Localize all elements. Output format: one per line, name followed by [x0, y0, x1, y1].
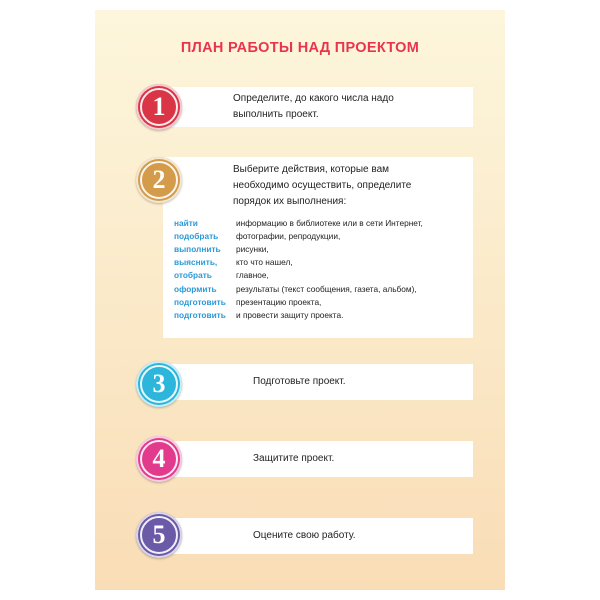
- action-verb: выполнить: [174, 243, 221, 254]
- step-2-number: 2: [152, 165, 166, 194]
- action-desc: главное,: [236, 270, 269, 281]
- step-3-card: [163, 364, 473, 400]
- step-1-number: 1: [152, 92, 166, 121]
- action-verb: оформить: [174, 283, 217, 294]
- step-5-card: [163, 518, 473, 554]
- action-row: [174, 269, 469, 282]
- action-desc: информацию в библиотеке или в сети Интернет,: [236, 217, 423, 228]
- step-4-card: [163, 441, 473, 477]
- step-3-number: 3: [152, 369, 166, 398]
- action-desc: кто что нашел,: [236, 257, 293, 268]
- step-1-card: [163, 87, 473, 127]
- action-row: [174, 256, 469, 269]
- action-row: [174, 242, 469, 255]
- action-verb: подготовить: [174, 309, 226, 320]
- action-desc: рисунки,: [236, 243, 269, 254]
- step-2-line-2: необходимо осуществить, определите: [233, 180, 412, 191]
- step-3-text: Подготовьте проект.: [253, 376, 346, 387]
- page-title: ПЛАН РАБОТЫ НАД ПРОЕКТОМ: [180, 40, 420, 56]
- action-row: [174, 229, 469, 242]
- action-row: [174, 308, 469, 321]
- action-list: [174, 216, 469, 322]
- action-row: [174, 216, 469, 229]
- action-verb: найти: [174, 217, 198, 228]
- step-5-number: 5: [152, 520, 166, 549]
- action-desc: результаты (текст сообщения, газета, альбом),: [236, 283, 417, 294]
- step-5-badge: [136, 512, 182, 558]
- step-4-badge: [136, 436, 182, 482]
- action-row: [174, 282, 469, 295]
- step-1-badge: [136, 84, 182, 130]
- action-desc: фотографии, репродукции,: [236, 230, 341, 241]
- step-4-number: 4: [152, 444, 166, 473]
- action-desc: и провести защиту проекта.: [236, 309, 344, 320]
- step-5-text: Оцените свою работу.: [253, 530, 356, 541]
- step-1-line-2: выполнить проект.: [233, 109, 319, 120]
- action-verb: подобрать: [174, 230, 219, 241]
- action-verb: отобрать: [174, 270, 212, 281]
- step-2-line-1: Выберите действия, которые вам: [233, 164, 390, 175]
- step-2-line-3: порядок их выполнения:: [233, 196, 347, 207]
- action-desc: презентацию проекта,: [236, 296, 322, 307]
- step-2-badge: [136, 157, 182, 203]
- action-row: [174, 295, 469, 308]
- step-4-text: Защитите проект.: [253, 453, 335, 464]
- step-3-badge: [136, 361, 182, 407]
- action-verb: подготовить: [174, 296, 226, 307]
- action-verb: выяснить,: [174, 257, 218, 268]
- step-1-line-1: Определите, до какого числа надо: [233, 93, 394, 104]
